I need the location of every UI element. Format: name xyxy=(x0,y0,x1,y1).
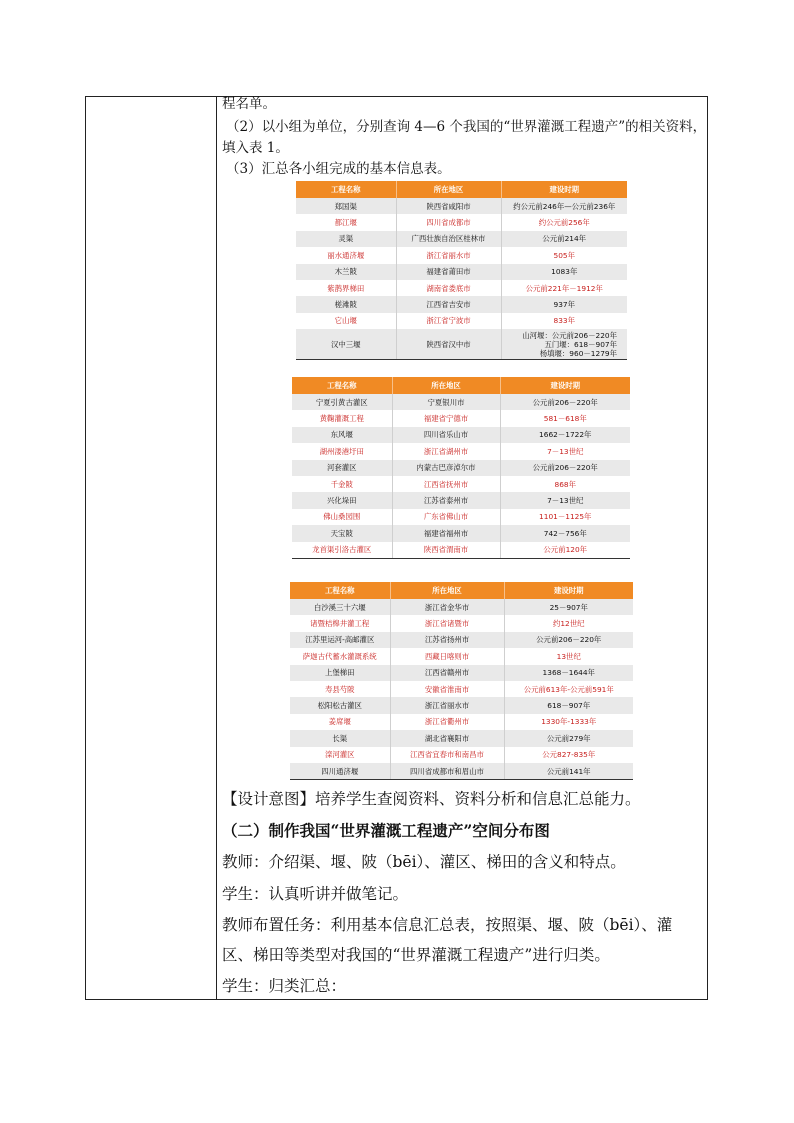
cell-name: 滦河灌区 xyxy=(290,747,390,763)
cell-period: 公元前279年 xyxy=(504,730,633,746)
table-row xyxy=(292,542,630,559)
cell-period: 1101－1125年 xyxy=(500,509,630,525)
intro-line-1: 程名单。 xyxy=(222,96,276,112)
cell-period: 公元前221年－1912年 xyxy=(501,280,627,296)
column-header: 建设时期 xyxy=(501,181,627,198)
cell-name: 都江堰 xyxy=(296,214,396,230)
cell-region: 福建省福州市 xyxy=(392,525,500,541)
cell-period: 1662－1722年 xyxy=(500,427,630,443)
cell-region: 浙江省宁波市 xyxy=(396,313,501,329)
column-header: 建设时期 xyxy=(500,377,630,394)
heritage-table-3 xyxy=(290,582,633,780)
cell-region: 福建省莆田市 xyxy=(396,264,501,280)
column-header: 所在地区 xyxy=(392,377,500,394)
cell-name: 天宝陂 xyxy=(292,525,392,541)
table-row xyxy=(296,247,627,263)
cell-name: 白沙溪三十六堰 xyxy=(290,599,390,615)
cell-region: 浙江省诸暨市 xyxy=(390,615,504,631)
cell-period: 约12世纪 xyxy=(504,615,633,631)
cell-region: 浙江省湖州市 xyxy=(392,443,500,459)
column-header: 所在地区 xyxy=(390,582,504,599)
cell-name: 诸暨桔槔井灌工程 xyxy=(290,615,390,631)
cell-region: 四川省成都市 xyxy=(396,214,501,230)
cell-name: 东风堰 xyxy=(292,427,392,443)
cell-name: 千金陂 xyxy=(292,476,392,492)
table-row xyxy=(292,443,630,459)
cell-region: 浙江省丽水市 xyxy=(396,247,501,263)
section-title: （二）制作我国“世界灌溉工程遗产”空间分布图 xyxy=(222,821,550,840)
table-row xyxy=(296,296,627,312)
intro-line-2: （2）以小组为单位，分别查询 4—6 个我国的“世界灌溉工程遗产”的相关资料， xyxy=(226,119,707,135)
cell-region: 江西省宜春市和南昌市 xyxy=(390,747,504,763)
cell-name: 紫鹊界梯田 xyxy=(296,280,396,296)
table-row xyxy=(290,747,633,763)
table-row xyxy=(290,599,633,615)
table-row xyxy=(290,648,633,664)
cell-period: 13世纪 xyxy=(504,648,633,664)
cell-region: 浙江省金华市 xyxy=(390,599,504,615)
cell-name: 丽水通济堰 xyxy=(296,247,396,263)
cell-period: 618－907年 xyxy=(504,697,633,713)
cell-name: 姜席堰 xyxy=(290,714,390,730)
cell-region: 江西省赣州市 xyxy=(390,665,504,681)
table-row xyxy=(290,632,633,648)
table-row xyxy=(290,615,633,631)
cell-region: 浙江省丽水市 xyxy=(390,697,504,713)
heritage-table-2 xyxy=(292,377,630,559)
table-row xyxy=(296,313,627,329)
cell-period: 1083年 xyxy=(501,264,627,280)
column-header: 工程名称 xyxy=(290,582,390,599)
cell-region: 四川省乐山市 xyxy=(392,427,500,443)
cell-region: 湖北省襄阳市 xyxy=(390,730,504,746)
intro-line-3: 填入表 1。 xyxy=(222,140,289,156)
cell-period: 公元前214年 xyxy=(501,231,627,247)
teacher-intro: 教师：介绍渠、堰、陂（bēi）、灌区、梯田的含义和特点。 xyxy=(222,853,626,871)
cell-name: 灵渠 xyxy=(296,231,396,247)
table-row xyxy=(290,730,633,746)
cell-name: 湖州溇港圩田 xyxy=(292,443,392,459)
cell-region: 内蒙古巴彦淖尔市 xyxy=(392,460,500,476)
cell-name: 槎滩陂 xyxy=(296,296,396,312)
table-header-row xyxy=(292,377,630,394)
table-row xyxy=(292,427,630,443)
cell-period: 833年 xyxy=(501,313,627,329)
cell-region: 四川省成都市和眉山市 xyxy=(390,763,504,780)
table-row xyxy=(290,697,633,713)
cell-name: 江苏里运河-高邮灌区 xyxy=(290,632,390,648)
table-row xyxy=(290,763,633,780)
cell-period: 1330年-1333年 xyxy=(504,714,633,730)
table-row xyxy=(296,329,627,360)
table-row xyxy=(290,665,633,681)
intro-line-4: （3）汇总各小组完成的基本信息表。 xyxy=(226,161,451,177)
table-row xyxy=(292,460,630,476)
column-header: 所在地区 xyxy=(396,181,501,198)
column-divider xyxy=(216,96,217,1000)
cell-name: 黄鞠灌溉工程 xyxy=(292,410,392,426)
table-row xyxy=(296,264,627,280)
cell-region: 浙江省衢州市 xyxy=(390,714,504,730)
cell-region: 广东省佛山市 xyxy=(392,509,500,525)
cell-name: 木兰陂 xyxy=(296,264,396,280)
cell-period: 937年 xyxy=(501,296,627,312)
table-row xyxy=(292,509,630,525)
table-row xyxy=(292,525,630,541)
cell-name: 汉中三堰 xyxy=(296,329,396,360)
table-row xyxy=(296,198,627,214)
cell-region: 广西壮族自治区桂林市 xyxy=(396,231,501,247)
teacher-task-line-2: 区、梯田等类型对我国的“世界灌溉工程遗产”进行归类。 xyxy=(222,946,610,964)
cell-region: 江西省吉安市 xyxy=(396,296,501,312)
table-row xyxy=(290,681,633,697)
cell-name: 上堡梯田 xyxy=(290,665,390,681)
cell-period: 公元827-835年 xyxy=(504,747,633,763)
cell-region: 江苏省泰州市 xyxy=(392,492,500,508)
cell-name: 松阳松古灌区 xyxy=(290,697,390,713)
cell-period: 公元前206－220年 xyxy=(500,460,630,476)
cell-period: 公元前206－220年 xyxy=(504,632,633,648)
student-summary: 学生：归类汇总： xyxy=(222,977,347,995)
design-intent: 【设计意图】培养学生查阅资料、资料分析和信息汇总能力。 xyxy=(222,790,641,808)
cell-period: 山河堰：公元前206－220年 五门堰：618－907年 杨填堰：960－1279年 xyxy=(501,329,627,360)
cell-period: 581－618年 xyxy=(500,410,630,426)
table-row xyxy=(296,280,627,296)
cell-period: 1368－1644年 xyxy=(504,665,633,681)
table-row xyxy=(292,476,630,492)
cell-period: 公元前613年-公元前591年 xyxy=(504,681,633,697)
cell-region: 湖南省娄底市 xyxy=(396,280,501,296)
column-header: 工程名称 xyxy=(292,377,392,394)
column-header: 建设时期 xyxy=(504,582,633,599)
cell-name: 寿县芍陂 xyxy=(290,681,390,697)
table-row xyxy=(296,214,627,230)
table-header-row xyxy=(290,582,633,599)
table-row xyxy=(290,714,633,730)
cell-region: 陕西省渭南市 xyxy=(392,542,500,559)
cell-period: 7－13世纪 xyxy=(500,443,630,459)
teacher-task-line-1: 教师布置任务：利用基本信息汇总表，按照渠、堰、陂（bēi）、灌 xyxy=(222,916,673,934)
cell-name: 河套灌区 xyxy=(292,460,392,476)
cell-region: 福建省宁德市 xyxy=(392,410,500,426)
cell-period: 约公元前246年—公元前236年 xyxy=(501,198,627,214)
cell-name: 宁夏引黄古灌区 xyxy=(292,394,392,410)
cell-name: 郑国渠 xyxy=(296,198,396,214)
table-row xyxy=(292,492,630,508)
table-row xyxy=(292,394,630,410)
cell-period: 公元前206－220年 xyxy=(500,394,630,410)
table-row xyxy=(292,410,630,426)
cell-name: 长渠 xyxy=(290,730,390,746)
cell-period: 868年 xyxy=(500,476,630,492)
cell-period: 7－13世纪 xyxy=(500,492,630,508)
student-note: 学生：认真听讲并做笔记。 xyxy=(222,885,409,903)
cell-region: 江西省抚州市 xyxy=(392,476,500,492)
cell-name: 它山堰 xyxy=(296,313,396,329)
cell-period: 742－756年 xyxy=(500,525,630,541)
cell-period: 公元前120年 xyxy=(500,542,630,559)
cell-name: 龙首渠引洛古灌区 xyxy=(292,542,392,559)
table-row xyxy=(296,231,627,247)
cell-name: 四川通济堰 xyxy=(290,763,390,780)
column-header: 工程名称 xyxy=(296,181,396,198)
cell-region: 陕西省汉中市 xyxy=(396,329,501,360)
cell-period: 公元前141年 xyxy=(504,763,633,780)
cell-region: 陕西省咸阳市 xyxy=(396,198,501,214)
cell-region: 安徽省淮南市 xyxy=(390,681,504,697)
cell-name: 兴化垛田 xyxy=(292,492,392,508)
heritage-table-1 xyxy=(296,181,627,360)
cell-region: 江苏省扬州市 xyxy=(390,632,504,648)
cell-period: 约公元前256年 xyxy=(501,214,627,230)
table-header-row xyxy=(296,181,627,198)
cell-name: 佛山桑园围 xyxy=(292,509,392,525)
cell-period: 505年 xyxy=(501,247,627,263)
cell-region: 宁夏银川市 xyxy=(392,394,500,410)
cell-region: 西藏日喀则市 xyxy=(390,648,504,664)
cell-period: 25－907年 xyxy=(504,599,633,615)
cell-name: 萨迦古代蓄水灌溉系统 xyxy=(290,648,390,664)
